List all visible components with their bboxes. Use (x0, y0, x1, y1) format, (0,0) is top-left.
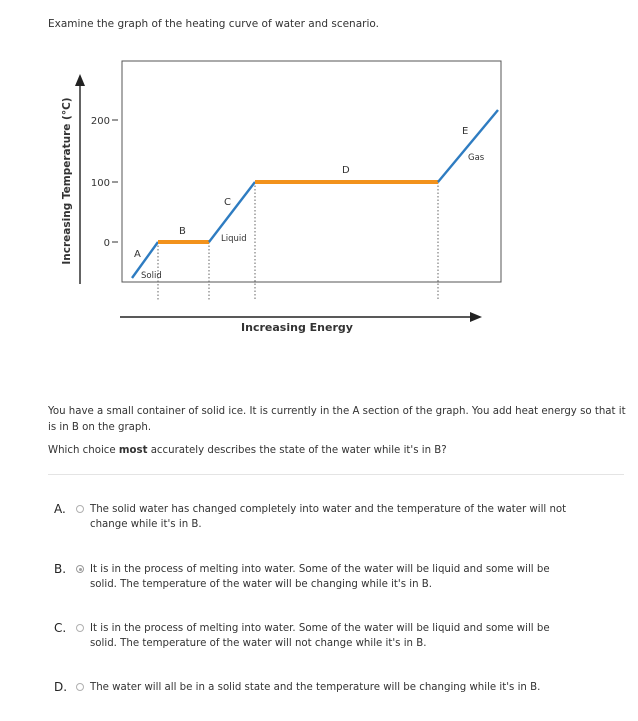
radio-button[interactable] (76, 683, 84, 691)
choice-text: The water will all be in a solid state and the temperature will be changing while it's in B. (90, 682, 541, 693)
segment-e-line (438, 110, 498, 182)
radio-button[interactable] (76, 505, 84, 513)
x-axis-label: Increasing Energy (241, 321, 353, 334)
segment-e-label: E (462, 126, 469, 137)
segment-b-label: B (179, 226, 186, 237)
choice-letter: C. (54, 621, 67, 635)
y-tick-label: 200 (90, 116, 110, 127)
radio-button[interactable] (76, 624, 84, 632)
question-prompt: Examine the graph of the heating curve of water and scenario. (48, 18, 379, 30)
segment-c-label: C (224, 197, 231, 208)
choice-c[interactable] (54, 621, 614, 653)
divider (48, 474, 624, 475)
choice-a[interactable] (54, 502, 614, 534)
segment-d-label: D (342, 165, 350, 176)
question-text-end: accurately describes the state of the water while it's in B? (147, 445, 447, 456)
choice-text: It is in the process of melting into water. Some of the water will be liquid and some will be solid. The temperature of the water will be changing while it's in B. (90, 564, 550, 590)
y-tick-label: 0 (103, 238, 110, 249)
x-axis-arrowhead (470, 312, 482, 322)
choice-text: The solid water has changed completely into water and the temperature of the water will not change while it's in B. (90, 504, 567, 530)
choice-letter: A. (54, 502, 66, 516)
y-tick-label: 100 (90, 178, 110, 189)
radio-button-selected[interactable] (76, 565, 84, 573)
segment-c-line (209, 182, 255, 242)
y-axis-label: Increasing Temperature (°C) (61, 97, 73, 265)
scenario-text: You have a small container of solid ice. It is currently in the A section of the graph. You add heat energy so that it is in B on the graph. (48, 406, 626, 433)
phase-gas-label: Gas (468, 153, 485, 163)
question-text (48, 445, 447, 456)
choice-d[interactable] (54, 680, 614, 698)
phase-liquid-label: Liquid (221, 234, 247, 244)
y-axis-arrowhead (75, 74, 85, 86)
choice-letter: D. (54, 680, 68, 694)
choice-b[interactable] (54, 562, 614, 594)
question-emphasis: most (118, 445, 148, 456)
choice-letter: B. (54, 562, 67, 576)
y-ticks (91, 116, 118, 249)
segment-a-label: A (134, 249, 141, 260)
choice-text: It is in the process of melting into water. Some of the water will be liquid and some will be solid. The temperature of the water will not change while it's in B. (90, 623, 550, 649)
phase-solid-label: Solid (141, 271, 162, 281)
heating-curve-chart (0, 0, 638, 345)
question-text-start: Which choice (48, 445, 119, 456)
plot-frame (122, 61, 501, 282)
